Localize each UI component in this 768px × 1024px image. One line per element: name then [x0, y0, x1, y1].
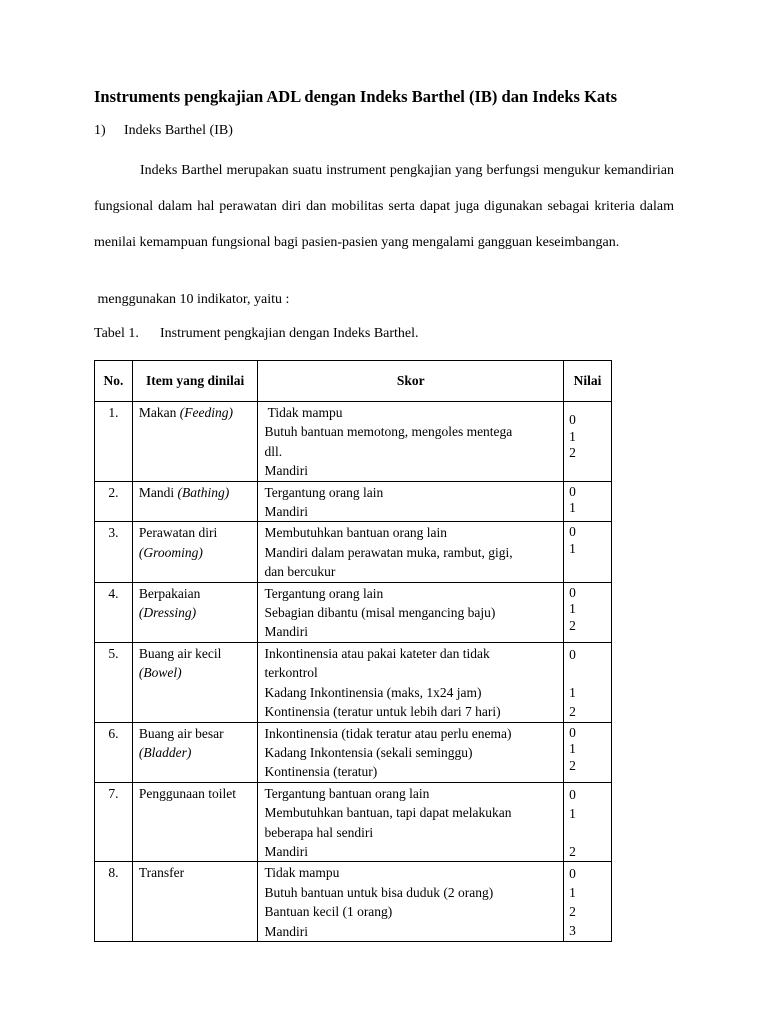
nilai-value: 2	[569, 703, 576, 719]
section-label: Indeks Barthel (IB)	[124, 123, 233, 138]
item-english-name: (Dressing)	[138, 605, 197, 621]
nilai-value: 0	[569, 724, 576, 740]
nilai-value: 1	[569, 741, 576, 757]
nilai-value: 2	[569, 904, 576, 920]
row-nilai	[564, 481, 612, 522]
skor-line: Inkontinensia atau pakai kateter dan tidak	[264, 645, 490, 661]
header-nilai: Nilai	[564, 361, 612, 402]
document-title: Instruments pengkajian ADL dengan Indeks Barthel (IB) dan Indeks Kats	[94, 87, 618, 106]
row-number-text: 1.	[108, 405, 119, 420]
item-name: Perawatan diri	[138, 525, 218, 541]
nilai-value: 3	[569, 923, 576, 939]
nilai-value: 2	[569, 617, 576, 633]
nilai-value: 0	[569, 412, 576, 427]
table-caption-label: Tabel 1.	[94, 326, 139, 341]
row-skor	[258, 522, 564, 582]
row-item	[132, 862, 258, 942]
nilai-value: 1	[569, 541, 576, 557]
row-item	[132, 582, 258, 642]
row-number-text: 3.	[108, 525, 119, 541]
header-skor: Skor	[258, 361, 564, 402]
item-english-name: (Bladder)	[138, 744, 192, 760]
item-name: Berpakaian	[138, 585, 201, 601]
row-item	[132, 402, 258, 482]
item-name: Buang air kecil	[138, 645, 222, 661]
row-number	[95, 782, 133, 862]
skor-line: Butuh bantuan memotong, mengoles mentega	[264, 424, 513, 440]
row-number-text: 5.	[108, 645, 119, 661]
nilai-value: 0	[569, 786, 576, 802]
skor-line: Tidak mampu	[264, 405, 343, 420]
table-body	[95, 402, 612, 942]
skor-line: Butuh bantuan untuk bisa duduk (2 orang)	[264, 884, 494, 900]
item-english-name: (Bowel)	[138, 665, 182, 681]
section-number: 1)	[94, 123, 106, 138]
skor-line: Tergantung orang lain	[264, 484, 384, 500]
nilai-value: 1	[569, 885, 576, 901]
row-item-line	[139, 483, 258, 502]
nilai-value: 1	[569, 805, 576, 821]
row-number	[95, 642, 133, 722]
row-skor	[258, 862, 564, 942]
barthel-table	[94, 360, 612, 942]
skor-line: dan bercukur	[264, 564, 336, 580]
nilai-value: 1	[569, 684, 576, 700]
skor-line: Membutuhkan bantuan, tapi dapat melakukan	[264, 805, 512, 821]
row-number-text: 6.	[108, 725, 119, 741]
item-name: Mandi	[138, 484, 178, 500]
table-row	[95, 481, 612, 522]
row-number	[95, 481, 133, 522]
nilai-value	[569, 823, 611, 842]
item-name: Buang air besar	[138, 725, 224, 741]
row-number-text: 2.	[108, 484, 119, 500]
nilai-value: 2	[569, 757, 576, 773]
table-header-row	[95, 361, 612, 402]
skor-line: dll.	[264, 443, 283, 459]
nilai-value: 0	[569, 584, 576, 600]
skor-line: Mandiri	[264, 624, 308, 640]
skor-line: Sebagian dibantu (misal mengancing baju)	[264, 605, 496, 621]
row-item	[132, 782, 258, 862]
header-item: Item yang dinilai	[132, 361, 258, 402]
row-nilai	[564, 582, 612, 642]
item-name: Makan	[138, 405, 180, 420]
row-item	[132, 722, 258, 782]
row-nilai	[564, 522, 612, 582]
table-row	[95, 862, 612, 942]
skor-line: Bantuan kecil (1 orang)	[264, 904, 393, 920]
nilai-value: 0	[569, 524, 576, 540]
skor-line: Tidak mampu	[264, 865, 340, 881]
table-caption-text: Instrument pengkajian dengan Indeks Barthel.	[160, 326, 419, 341]
skor-line: Mandiri dalam perawatan muka, rambut, gigi,	[264, 544, 513, 560]
item-english-name: (Bathing)	[177, 484, 230, 500]
skor-line: Kontinensia (teratur)	[264, 764, 378, 780]
intro-text: menggunakan 10 indikator, yaitu :	[94, 292, 290, 307]
skor-line: Membutuhkan bantuan orang lain	[264, 525, 448, 541]
row-number-text: 8.	[108, 865, 119, 881]
skor-line: terkontrol	[264, 665, 318, 681]
item-english-name: (Grooming)	[138, 544, 203, 560]
item-english-name: (Feeding)	[179, 405, 233, 420]
row-skor	[258, 402, 564, 482]
row-number-text: 4.	[108, 585, 119, 601]
nilai-value: 0	[569, 866, 576, 882]
table-row	[95, 582, 612, 642]
table-row	[95, 522, 612, 582]
nilai-value	[569, 664, 611, 683]
nilai-value: 0	[569, 646, 576, 662]
row-number	[95, 522, 133, 582]
row-number-text: 7.	[108, 785, 119, 801]
header-no: No.	[95, 361, 133, 402]
item-name: Transfer	[138, 865, 185, 881]
skor-line: Tergantung orang lain	[264, 585, 384, 601]
table-row	[95, 402, 612, 482]
row-item	[132, 481, 258, 522]
item-name: Penggunaan toilet	[138, 785, 236, 801]
row-skor	[258, 642, 564, 722]
body-paragraph: Indeks Barthel merupakan suatu instrument pengkajian yang berfungsi mengukur kemandirian fungsional dalam hal perawatan diri dan mobilitas serta dapat juga digunakan sebagai kriteria dalam menilai kemampuan fungsional bagi pasien-pasien yang mengalami gangguan keseimbangan.	[94, 163, 674, 250]
row-skor	[258, 582, 564, 642]
row-skor	[258, 782, 564, 862]
row-number	[95, 722, 133, 782]
row-item-line	[139, 403, 258, 422]
row-nilai	[564, 722, 612, 782]
row-skor	[258, 722, 564, 782]
section-heading	[94, 123, 233, 139]
nilai-value: 2	[569, 445, 576, 461]
row-nilai	[564, 402, 612, 482]
table-row	[95, 782, 612, 862]
row-number	[95, 402, 133, 482]
skor-line: beberapa hal sendiri	[264, 824, 374, 840]
row-number	[95, 862, 133, 942]
nilai-value: 1	[569, 601, 576, 617]
table-caption	[94, 326, 419, 342]
skor-line: Mandiri	[264, 504, 308, 520]
row-item	[132, 642, 258, 722]
table-row	[95, 642, 612, 722]
row-nilai	[564, 642, 612, 722]
row-skor	[258, 481, 564, 522]
skor-line: Kadang Inkontensia (sekali seminggu)	[264, 744, 473, 760]
nilai-value: 2	[569, 843, 576, 859]
skor-line: Mandiri	[264, 463, 308, 479]
skor-line: Kontinensia (teratur untuk lebih dari 7 hari)	[264, 704, 501, 720]
row-nilai	[564, 862, 612, 942]
skor-line: Inkontinensia (tidak teratur atau perlu enema)	[264, 725, 512, 741]
skor-line: Tergantung bantuan orang lain	[264, 785, 430, 801]
row-item	[132, 522, 258, 582]
row-number	[95, 582, 133, 642]
nilai-value: 0	[569, 483, 576, 499]
skor-line: Mandiri	[264, 923, 308, 939]
nilai-value: 1	[569, 500, 576, 516]
table-row	[95, 722, 612, 782]
skor-line: Mandiri	[264, 843, 308, 859]
skor-line: Kadang Inkontinensia (maks, 1x24 jam)	[264, 684, 482, 700]
nilai-value: 1	[569, 428, 576, 444]
row-nilai	[564, 782, 612, 862]
